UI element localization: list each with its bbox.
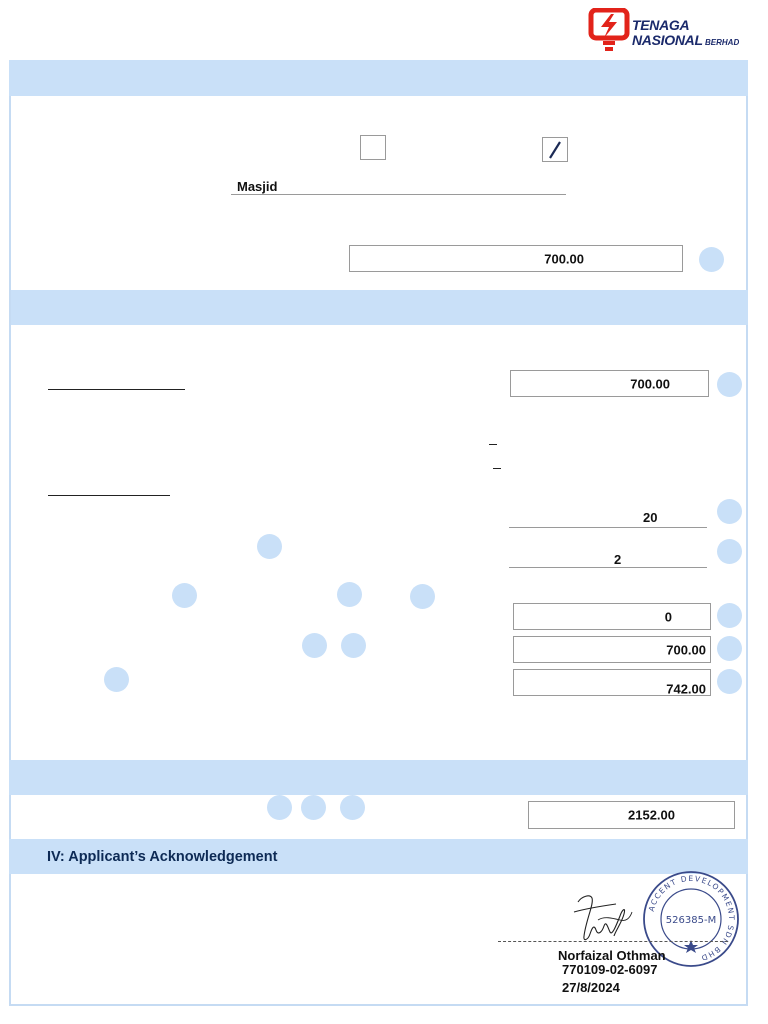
- info-marker: [717, 499, 742, 524]
- value-20: 20: [643, 510, 658, 525]
- tnb-logo-icon: [588, 8, 632, 54]
- dash-mark: [493, 468, 501, 469]
- grand-total-value: 2152.00: [628, 807, 675, 823]
- section-2-total-value: 742.00: [666, 681, 706, 697]
- subheading-underline-1: [48, 389, 185, 390]
- info-marker: [340, 795, 365, 820]
- section-2-amount-b-value: 700.00: [666, 642, 706, 657]
- stamp-text: ACCENT DEVELOPMENT SDN BHD: [646, 873, 737, 963]
- section-2-amount-a-field[interactable]: [510, 370, 709, 397]
- stamp-number: 526385-M: [665, 915, 717, 926]
- info-marker: [172, 583, 197, 608]
- value-2-underline: [509, 567, 707, 568]
- signed-date: 27/8/2024: [562, 980, 620, 995]
- section-2-value-0-field[interactable]: [513, 603, 711, 630]
- dash-mark: [489, 444, 497, 445]
- value-2: 2: [614, 552, 622, 567]
- checkbox-checked[interactable]: [542, 137, 568, 162]
- info-marker: [337, 582, 362, 607]
- check-slash-icon: [543, 138, 567, 161]
- signature-icon: [568, 890, 638, 948]
- company-logo: [588, 8, 753, 56]
- section-4-header: [9, 839, 748, 874]
- signer-name: Norfaizal Othman: [558, 948, 666, 963]
- subheading-underline-2: [48, 495, 170, 496]
- signer-id: 770109-02-6097: [562, 962, 658, 977]
- info-marker: [341, 633, 366, 658]
- info-marker: [717, 669, 742, 694]
- info-marker: [717, 539, 742, 564]
- section-2-total-field[interactable]: [513, 669, 711, 696]
- info-marker: [717, 603, 742, 628]
- logo-text-nasional: NASIONAL: [632, 32, 703, 48]
- section-2-amount-b-field[interactable]: [513, 636, 711, 663]
- grand-total-field[interactable]: [528, 801, 735, 829]
- section-1-header: [9, 60, 748, 96]
- info-marker: [104, 667, 129, 692]
- info-marker: [267, 795, 292, 820]
- premise-type-value: Masjid: [237, 179, 278, 194]
- premise-type-underline: [231, 194, 566, 195]
- info-marker: [699, 247, 724, 272]
- info-marker: [301, 795, 326, 820]
- info-marker: [257, 534, 282, 559]
- checkbox-unchecked[interactable]: [360, 135, 386, 160]
- section-1-amount-value: 700.00: [544, 251, 584, 266]
- value-20-underline: [509, 527, 707, 528]
- info-marker: [410, 584, 435, 609]
- logo-text-berhad: BERHAD: [705, 38, 740, 47]
- section-1-amount-field[interactable]: [349, 245, 683, 272]
- section-2-value-0: 0: [664, 609, 672, 624]
- info-marker: [717, 372, 742, 397]
- logo-text-tenaga: TENAGA: [632, 17, 690, 33]
- section-4-title: IV: Applicant’s Acknowledgement: [47, 849, 278, 865]
- info-marker: [302, 633, 327, 658]
- signature-line: [498, 941, 728, 942]
- section-2-amount-a-value: 700.00: [630, 376, 670, 391]
- section-3-header: [9, 760, 748, 795]
- info-marker: [717, 636, 742, 661]
- section-2-header: [11, 290, 748, 325]
